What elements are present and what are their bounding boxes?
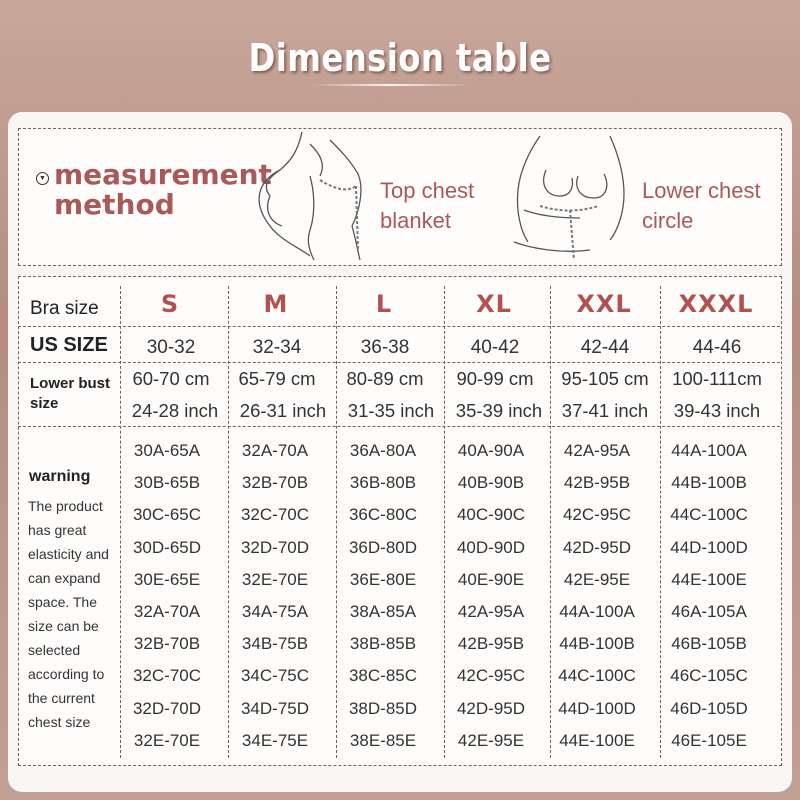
size-code-cell: 34C-75C bbox=[240, 666, 310, 686]
size-code-cell: 46D-105D bbox=[670, 698, 748, 718]
lower-bust-inch-cell: 37-41 inch bbox=[561, 400, 649, 421]
warning-line: The product bbox=[28, 498, 103, 514]
figure1-label: Top chest blanket bbox=[380, 178, 475, 233]
measurement-heading: measurement method bbox=[54, 158, 272, 221]
us-size-cell: 32-34 bbox=[252, 337, 302, 358]
lower-bust-inch-cell: 24-28 inch bbox=[131, 400, 219, 421]
warning-line: according to bbox=[28, 666, 105, 682]
size-code-cell: 46C-105C bbox=[670, 666, 748, 686]
us-size-cell: 30-32 bbox=[146, 337, 196, 358]
size-code-cell: 44C-100C bbox=[670, 505, 748, 525]
size-code-cell: 46A-105A bbox=[671, 602, 747, 621]
size-code-cell: 32E-70E bbox=[133, 730, 201, 750]
size-code-cell: 34D-75D bbox=[240, 698, 310, 718]
size-code-cell: 42A-95A bbox=[563, 441, 631, 460]
size-code-cell: 32C-70C bbox=[132, 666, 202, 686]
warning-line: space. The bbox=[28, 594, 98, 610]
lower-bust-inch-cell: 35-39 inch bbox=[455, 400, 543, 421]
warning-line: chest size bbox=[28, 714, 91, 730]
warning-line: selected bbox=[28, 642, 81, 658]
size-code-cell: 42E-95E bbox=[457, 730, 525, 750]
size-code-cell: 40E-90E bbox=[457, 569, 525, 589]
size-code-cell: 40B-90B bbox=[457, 473, 525, 493]
size-code-cell: 30C-65C bbox=[132, 505, 202, 525]
size-code-cell: 44E-100E bbox=[671, 569, 747, 589]
warning-line: can expand bbox=[28, 570, 101, 586]
size-code-cell: 38A-85A bbox=[349, 602, 417, 621]
figure2-label: Lower chest circle bbox=[642, 178, 761, 233]
size-code-cell: 34B-75B bbox=[241, 634, 309, 654]
table-divider bbox=[18, 362, 780, 363]
size-code-cell: 36B-80B bbox=[349, 473, 417, 493]
us-size-cell: 42-44 bbox=[580, 337, 630, 358]
size-code-cell: 38B-85B bbox=[349, 634, 417, 654]
lower-bust-cm-cell: 60-70 cm bbox=[132, 368, 210, 389]
chevron-down-icon: ▼ bbox=[36, 172, 49, 185]
size-code-cell: 32A-70A bbox=[133, 602, 201, 621]
bra-size-header: Bra size bbox=[30, 298, 99, 319]
size-code-cell: 32C-70C bbox=[240, 505, 310, 525]
lower-bust-cm-cell: 100-111cm bbox=[672, 368, 762, 389]
size-code-cell: 42C-95C bbox=[562, 505, 632, 525]
size-header: M bbox=[263, 290, 289, 318]
size-code-cell: 38E-85E bbox=[349, 730, 417, 750]
size-code-cell: 44E-100E bbox=[559, 730, 635, 750]
title-underline bbox=[310, 84, 470, 86]
size-code-cell: 44D-100D bbox=[670, 537, 748, 557]
size-code-cell: 46E-105E bbox=[671, 730, 747, 750]
warning-line: has great bbox=[28, 522, 87, 538]
size-code-cell: 44C-100C bbox=[558, 666, 636, 686]
warning-line: size can be bbox=[28, 618, 99, 634]
table-divider bbox=[18, 426, 780, 427]
size-code-cell: 36A-80A bbox=[349, 441, 417, 460]
size-code-cell: 44A-100A bbox=[559, 602, 635, 621]
size-code-cell: 42A-95A bbox=[457, 602, 525, 621]
lower-bust-cm-cell: 65-79 cm bbox=[238, 368, 316, 389]
size-code-cell: 30E-65E bbox=[133, 569, 201, 589]
size-code-cell: 34A-75A bbox=[241, 602, 309, 621]
size-code-cell: 32B-70B bbox=[133, 634, 201, 654]
side-torso-measure-figure bbox=[240, 130, 380, 262]
size-code-cell: 30D-65D bbox=[132, 537, 202, 557]
size-code-cell: 38D-85D bbox=[348, 698, 418, 718]
size-code-cell: 32E-70E bbox=[241, 569, 309, 589]
size-code-cell: 36C-80C bbox=[348, 505, 418, 525]
size-code-cell: 40D-90D bbox=[456, 537, 526, 557]
size-code-cell: 38C-85C bbox=[348, 666, 418, 686]
size-code-cell: 34E-75E bbox=[241, 730, 309, 750]
size-code-cell: 40C-90C bbox=[456, 505, 526, 525]
warning-line: the current bbox=[28, 690, 95, 706]
size-code-cell: 36D-80D bbox=[348, 537, 418, 557]
us-size-header: US SIZE bbox=[30, 334, 108, 356]
lower-bust-inch-cell: 39-43 inch bbox=[673, 400, 761, 421]
lower-bust-cm-cell: 80-89 cm bbox=[346, 368, 424, 389]
size-code-cell: 42D-95D bbox=[456, 698, 526, 718]
size-code-cell: 42B-95B bbox=[457, 634, 525, 654]
size-code-cell: 32D-70D bbox=[240, 537, 310, 557]
size-code-cell: 44A-100A bbox=[671, 441, 747, 460]
size-header: XXL bbox=[576, 290, 632, 318]
size-code-cell: 42B-95B bbox=[563, 473, 631, 493]
us-size-cell: 40-42 bbox=[470, 337, 520, 358]
size-header: XXXL bbox=[678, 290, 754, 318]
size-code-cell: 32D-70D bbox=[132, 698, 202, 718]
size-code-cell: 40A-90A bbox=[457, 441, 525, 460]
size-code-cell: 36E-80E bbox=[349, 569, 417, 589]
lower-bust-cm-cell: 95-105 cm bbox=[561, 368, 649, 389]
warning-text bbox=[28, 494, 114, 734]
us-size-cell: 36-38 bbox=[360, 337, 410, 358]
size-code-cell: 44B-100B bbox=[559, 634, 635, 654]
size-code-cell: 44B-100B bbox=[671, 473, 747, 493]
size-code-cell: 30B-65B bbox=[133, 473, 201, 493]
front-torso-measure-figure bbox=[500, 130, 640, 262]
size-code-cell: 42E-95E bbox=[563, 569, 631, 589]
warning-title: warning bbox=[29, 468, 91, 485]
lower-bust-header: Lower bust size bbox=[30, 375, 111, 412]
size-header: L bbox=[375, 290, 393, 318]
table-divider bbox=[18, 326, 780, 327]
size-header: XL bbox=[476, 290, 512, 318]
page-title: Dimension table bbox=[248, 36, 552, 80]
size-code-cell: 32A-70A bbox=[241, 441, 309, 460]
size-header: S bbox=[160, 290, 180, 318]
size-code-cell: 42D-95D bbox=[562, 537, 632, 557]
size-code-cell: 32B-70B bbox=[241, 473, 309, 493]
lower-bust-inch-cell: 26-31 inch bbox=[239, 400, 327, 421]
size-code-cell: 44D-100D bbox=[558, 698, 636, 718]
lower-bust-inch-cell: 31-35 inch bbox=[347, 400, 435, 421]
lower-bust-cm-cell: 90-99 cm bbox=[456, 368, 534, 389]
size-code-cell: 46B-105B bbox=[671, 634, 747, 654]
size-code-cell: 30A-65A bbox=[133, 441, 201, 460]
warning-line: elasticity and bbox=[28, 546, 109, 562]
us-size-cell: 44-46 bbox=[692, 337, 742, 358]
size-code-cell: 42C-95C bbox=[456, 666, 526, 686]
